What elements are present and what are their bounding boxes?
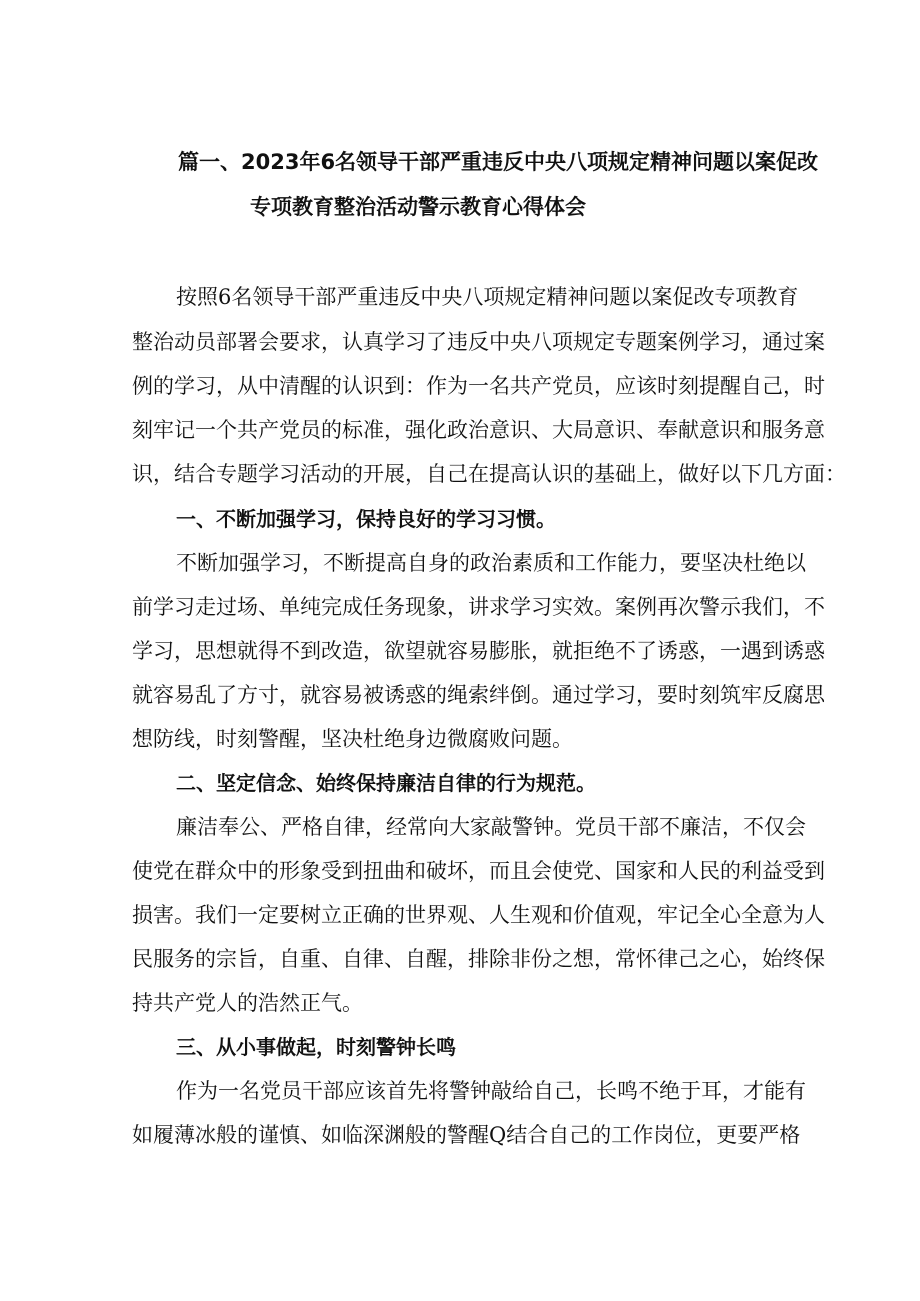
- document-title-line-2: 专项教育整治活动警示教育心得体会: [250, 195, 586, 219]
- intro-line: 例的学习，从中清醒的认识到：作为一名共产党员，应该时刻提醒自己，时: [132, 374, 825, 398]
- section-1-line: 就容易乱了方寸，就容易被诱惑的绳索绊倒。通过学习，要时刻筑牢反腐思: [132, 683, 825, 707]
- section-3-line: 作为一名党员干部应该首先将警钟敲给自己，长鸣不绝于耳，才能有: [176, 1079, 806, 1103]
- section-2-heading: 二、坚定信念、始终保持廉洁自律的行为规范。: [176, 771, 596, 795]
- section-1-line: 不断加强学习，不断提高自身的政治素质和工作能力，要坚决杜绝以: [176, 551, 806, 575]
- section-2-line: 民服务的宗旨，自重、自律、自醒，排除非份之想，常怀律己之心，始终保: [132, 947, 825, 971]
- section-2-line: 廉洁奉公、严格自律，经常向大家敲警钟。党员干部不廉洁，不仅会: [176, 815, 806, 839]
- intro-line: 整治动员部署会要求，认真学习了违反中央八项规定专题案例学习，通过案: [132, 330, 825, 354]
- intro-line: 按照6名领导干部严重违反中央八项规定精神问题以案促改专项教育: [176, 285, 799, 309]
- section-1-line: 前学习走过场、单纯完成任务现象，讲求学习实效。案例再次警示我们，不: [132, 595, 825, 619]
- section-3-heading: 三、从小事做起，时刻警钟长鸣: [176, 1035, 456, 1059]
- section-1-heading: 一、不断加强学习，保持良好的学习习惯。: [176, 507, 556, 531]
- section-2-line: 损害。我们一定要树立正确的世界观、人生观和价值观，牢记全心全意为人: [132, 903, 825, 927]
- section-2-line: 使党在群众中的形象受到扭曲和破坏，而且会使党、国家和人民的利益受到: [132, 859, 825, 883]
- section-3-line: 如履薄冰般的谨慎、如临深渊般的警醒Q结合自己的工作岗位，更要严格: [132, 1123, 801, 1147]
- section-2-line: 持共产党人的浩然正气。: [132, 991, 363, 1015]
- section-1-line: 想防线，时刻警醒，坚决杜绝身边微腐败问题。: [132, 727, 573, 751]
- document-title-line-1: 篇一、2023年6名领导干部严重违反中央八项规定精神问题以案促改: [178, 150, 819, 174]
- intro-line: 刻牢记一个共产党员的标准，强化政治意识、大局意识、奉献意识和服务意: [132, 418, 825, 442]
- section-1-line: 学习，思想就得不到改造，欲望就容易膨胀，就拒绝不了诱惑，一遇到诱惑: [132, 639, 825, 663]
- intro-line: 识，结合专题学习活动的开展，自己在提高认识的基础上，做好以下几方面：: [132, 462, 846, 486]
